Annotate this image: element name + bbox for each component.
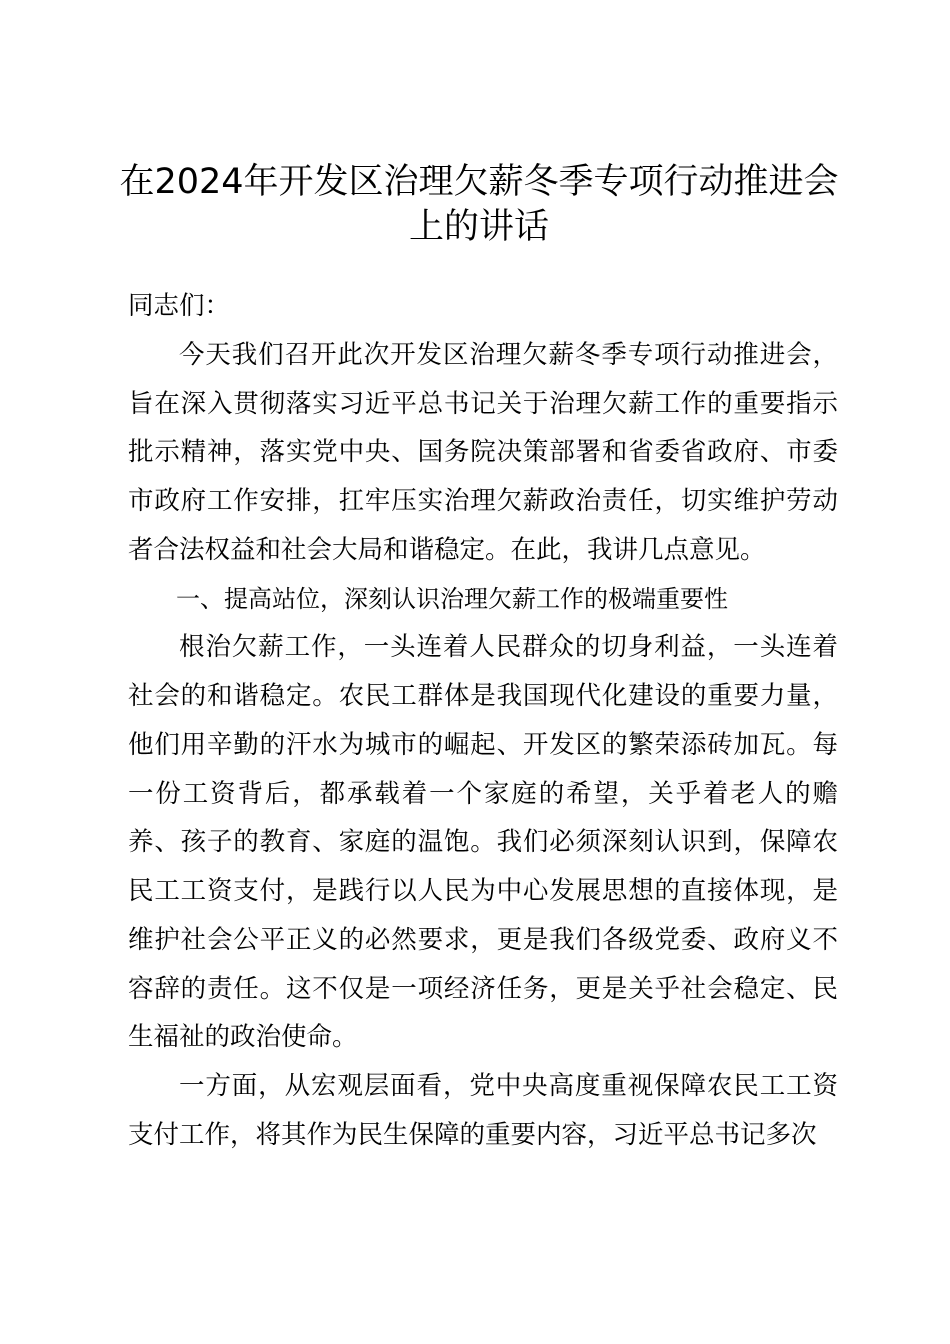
paragraph-significance: 根治欠薪工作，一头连着人民群众的切身利益，一头连着社会的和谐稳定。农民工群体是我国现代化建设的重要力量，他们用辛勤的汗水为城市的崛起、开发区的繁荣添砖加瓦。每一份工资背后，都承载着一个家庭的希望，关乎着老人的赡养、孩子的教育、家庭的温饱。我们必须深刻认识到，保障农民工工资支付，是践行以人民为中心发展思想的直接体现，是维护社会公平正义的必然要求，更是我们各级党委、政府义不容辞的责任。这不仅是一项经济任务，更是关乎社会稳定、民生福祉的政治使命。: [128, 632, 838, 1053]
document-title: 在2024年开发区治理欠薪冬季专项行动推进会上的讲话: [119, 162, 839, 247]
salutation: 同志们：: [128, 291, 231, 321]
paragraph-intro: 今天我们召开此次开发区治理欠薪冬季专项行动推进会，旨在深入贯彻落实习近平总书记关于治理欠薪工作的重要指示批示精神，落实党中央、国务院决策部署和省委省政府、市委市政府工作安排，扛牢压实治理欠薪政治责任，切实维护劳动者合法权益和社会大局和谐稳定。在此，我讲几点意见。: [128, 339, 838, 565]
document-body: [128, 282, 838, 1160]
section-heading-1: 一、提高站位，深刻认识治理欠薪工作的极端重要性: [176, 584, 728, 613]
paragraph-macro-level: 一方面，从宏观层面看，党中央高度重视保障农民工工资支付工作，将其作为民生保障的重要内容，习近平总书记多次: [128, 1071, 838, 1150]
